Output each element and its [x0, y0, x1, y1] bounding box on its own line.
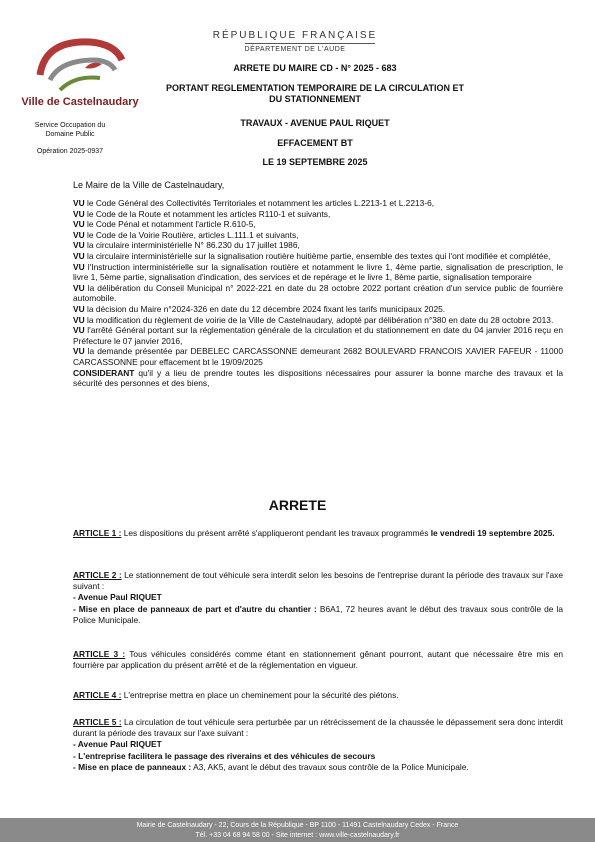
article-5 — [73, 717, 563, 773]
considerant-item — [73, 304, 563, 315]
considerant-lead: VU — [73, 282, 85, 293]
article-4 — [73, 690, 563, 701]
considerant-item — [73, 240, 563, 251]
article-bold: le vendredi 19 septembre 2025. — [430, 528, 555, 538]
effacement-title: EFFACEMENT BT — [277, 138, 353, 148]
departement: DÉPARTEMENT DE L'AUDE — [244, 46, 346, 53]
considerant-lead: VU — [73, 229, 85, 240]
arrete-date: LE 19 SEPTEMBRE 2025 — [262, 157, 368, 167]
considerant-text: le Code Pénal et notamment l'article R.610-5, — [84, 219, 256, 230]
considerant-item — [73, 198, 563, 209]
considerant-item — [73, 262, 563, 283]
considerant-text: la circulaire interministérielle N° 86.230 du 17 juillet 1986, — [84, 240, 300, 251]
city-name: Ville de Castelnaudary — [21, 96, 139, 108]
considerant-lead: VU — [73, 240, 85, 251]
considerant-text: la demande présentée par DEBELEC CARCASSONNE demeurant 2682 BOULEVARD FRANCOIS XAVIER FAFEUR - 11000 CARCASSONNE pour effacement bt le 19/09/2025 — [73, 346, 563, 367]
considerant-lead: VU — [73, 261, 85, 272]
considerant-text: le Code Général des Collectivités Territoriales et notamment les articles L.2213-1 et L.2213-6, — [84, 198, 435, 208]
article-line-bold: - Mise en place de panneaux de part et d'autre du chantier : — [73, 603, 317, 614]
article-label: ARTICLE 1 : — [73, 528, 122, 538]
article-text: L'entreprise mettra en place un cheminement pour la sécurité des piétons. — [121, 690, 399, 700]
considerant-item — [73, 315, 563, 326]
considerant-text: le Code de la Route et notamment les articles R110-1 et suivants, — [84, 208, 331, 219]
considerant-lead: VU — [73, 314, 85, 325]
article-label: ARTICLE 3 : — [73, 649, 126, 659]
considerant-lead: CONSIDERANT — [73, 367, 135, 378]
article-label: ARTICLE 4 : — [73, 690, 122, 700]
considerant-item — [73, 346, 563, 367]
considerant-item — [73, 219, 563, 230]
article-text: Les dispositions du présent arrêté s'appliqueront pendant les travaux programmés — [121, 528, 431, 538]
considerant-item — [73, 251, 563, 262]
footer-address: Mairie de Castelnaudary - 22, Cours de la République - BP 1100 - 11491 Castelnaudary Cedex - France — [136, 822, 459, 829]
article-label: ARTICLE 2 : — [73, 570, 122, 580]
considerant-text: la modification du règlement de voirie de la Ville de Castelnaudary, adopté par délibération n°380 en date du 28 octobre 2013. — [84, 314, 554, 325]
article-3 — [73, 649, 563, 671]
considerant-text: la décision du Maire n°2024-326 en date du 12 décembre 2024 fixant les tarifs municipaux 2025. — [84, 303, 446, 314]
considerant-lead: VU — [73, 198, 85, 208]
travaux-title: TRAVAUX - AVENUE PAUL RIQUET — [240, 118, 390, 128]
article-2 — [73, 570, 563, 626]
operation-number: Opération 2025-0937 — [36, 148, 104, 155]
portant-title: PORTANT REGLEMENTATION TEMPORAIRE DE LA CIRCULATION ET DU STATIONNEMENT — [166, 83, 464, 104]
considerant-item — [73, 368, 563, 389]
considerant-item — [73, 209, 563, 220]
footer — [0, 818, 595, 842]
city-logo — [30, 30, 130, 100]
considerant-text: le Code de la Voirie Routière, articles L.111.1 et suivants, — [84, 229, 299, 240]
considerant-lead: VU — [73, 325, 85, 336]
intro-text: Le Maire de la Ville de Castelnaudary, — [73, 180, 225, 190]
article-line-bold: - L'entreprise facilitera le passage des riverains et des véhicules de secours — [73, 750, 376, 761]
footer-contact: Tél. +33 04 68 94 58 00 - Site internet : www.ville-castelnaudary.fr — [195, 832, 400, 839]
considerant-lead: VU — [73, 219, 85, 230]
considerant-lead: VU — [73, 208, 85, 219]
considerant-item — [73, 325, 563, 346]
arrete-reference: ARRETE DU MAIRE CD - N° 2025 - 683 — [233, 63, 397, 73]
article-line-text: B6A1, 72 heures avant le début des travaux sous contrôle de la Police Municipale. — [73, 603, 563, 625]
considerant-text: la circulaire interministérielle sur la signalisation routière huitième partie, ensemble des textes qui l'ont modifiée et complétée, — [84, 250, 551, 261]
considerants-list — [73, 198, 563, 389]
article-text: Tous véhicules considérés comme étant en stationnement gênant pourront, autant que nécessaire être mis en fourrière par application du présent arrêté et de la réglementation en vigueur. — [73, 649, 564, 671]
arrete-heading: ARRETE — [268, 497, 327, 513]
article-1 — [73, 528, 563, 539]
republique-francaise: RÉPUBLIQUE FRANÇAISE — [212, 30, 378, 41]
considerant-item — [73, 230, 563, 241]
considerant-lead: VU — [73, 346, 85, 357]
considerant-lead: VU — [73, 303, 85, 314]
article-line-text: A3, AK5, avant le début des travaux sous contrôle de la Police Municipale. — [191, 761, 469, 772]
considerant-item — [73, 283, 563, 304]
header-divider — [245, 43, 375, 44]
considerant-lead: VU — [73, 250, 85, 261]
considerant-text: la délibération du Conseil Municipal n° 2022-221 en date du 28 octobre 2022 portant création d'un service public de fourrière automobile. — [73, 282, 563, 304]
considerant-text: qu'il y a lieu de prendre toutes les dispositions nécessaires pour assurer la bonne marche des travaux et la sécurité des personnes et des biens, — [73, 367, 563, 389]
considerant-text: l'Instruction interministérielle sur la signalisation routière et notamment le livre 1, 4ème partie, signalisation de prescription, le livre 1, 5ème partie, signalisation d'indication, des services et de repérage et le livre 1, 8ème partie, signalisation temporaire — [73, 261, 563, 283]
article-line-bold: - Mise en place de panneaux : — [73, 761, 192, 772]
article-text: La circulation de tout véhicule sera perturbée par un rétrécissement de la chaussée le dépassement sera donc interdit durant la période des travaux sur l'axe suivant : — [73, 717, 563, 739]
article-line-bold: - Avenue Paul RIQUET — [73, 739, 162, 750]
article-line-bold: - Avenue Paul RIQUET — [73, 592, 162, 603]
service-name: Service Occupation du Domaine Public — [34, 122, 106, 138]
article-label: ARTICLE 5 : — [73, 717, 122, 727]
considerant-text: l'arrêté Général portant sur la réglementation générale de la circulation et du stationnement en date du 04 janvier 2016 reçu en Préfecture le 07 janvier 2016, — [73, 325, 563, 346]
article-text: Le stationnement de tout véhicule sera interdit selon les besoins de l'entreprise durant la période des travaux sur l'axe suivant : — [73, 570, 564, 592]
